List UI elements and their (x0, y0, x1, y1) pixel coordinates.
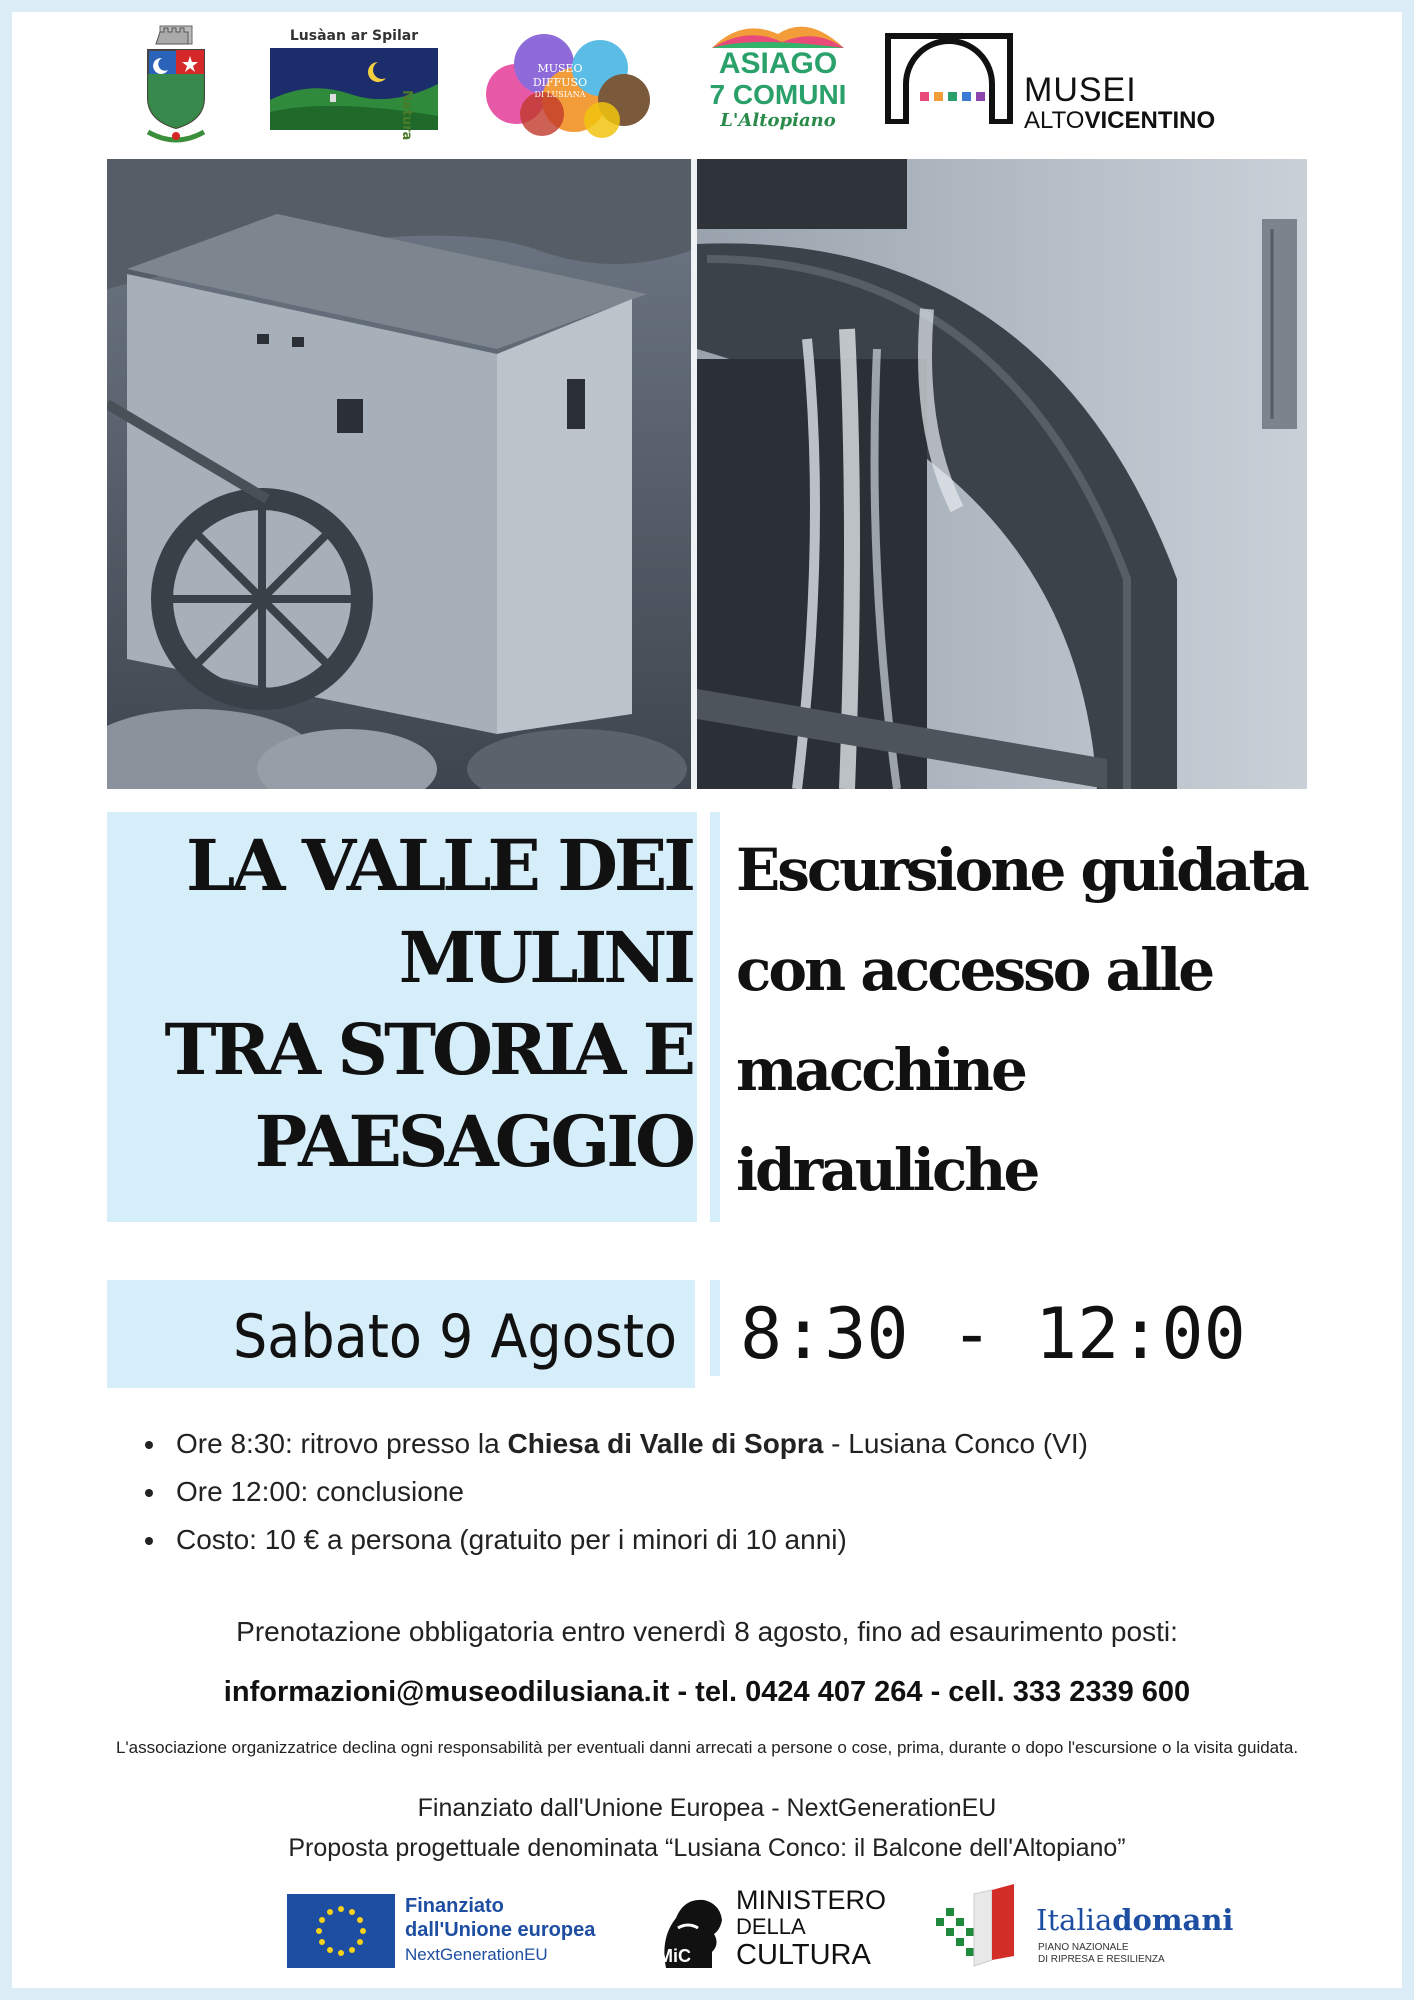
municipality-crest-logo (134, 24, 218, 148)
musei-logo-line1: MUSEI (1024, 71, 1137, 109)
musei-logo-vicentino: VICENTINO (1084, 107, 1216, 134)
event-title (122, 820, 692, 1188)
lusaan-ar-spilar-logo (270, 28, 454, 140)
italia-logo-sub2: DI RIPRESA E RESILIENZA (1038, 1954, 1165, 1965)
italia-logo-sub1: PIANO NAZIONALE (1038, 1942, 1129, 1953)
booking-notice: Prenotazione obbligatoria entro venerdì 8 agosto, fino ad esaurimento posti: (236, 1616, 1178, 1647)
musei-logo-line2 (1024, 108, 1215, 134)
eu-logo-line1: Finanziato (405, 1895, 504, 1917)
italia-logo-word-domani: domani (1112, 1903, 1234, 1937)
event-details-list (132, 1420, 1088, 1564)
title-line: PAESAGGIO (254, 1100, 692, 1183)
detail-meeting-text: Ore 8:30: ritrovo presso la (176, 1428, 508, 1459)
asiago-hills-icon (702, 18, 854, 48)
museo-logo-line2: DIFFUSO (532, 76, 588, 89)
museo-logo-line3: DI LUSIANA (534, 90, 586, 99)
title-line: TRA STORIA E (164, 1008, 692, 1091)
list-item: • Costo: 10 € a persona (gratuito per i minori di 10 anni) (168, 1516, 1088, 1564)
list-item: • Ore 12:00: conclusione (168, 1468, 1088, 1516)
asiago-logo-line3: L'Altopiano (720, 110, 836, 131)
musei-altovicentino-logo (884, 32, 1264, 132)
italia-flag-pixels-icon (930, 1884, 1030, 1974)
project-proposal-note: Proposta progettuale denominata “Lusiana Conco: il Balcone dell'Altopiano” (288, 1834, 1126, 1862)
event-time: 8:30 - 12:00 (740, 1293, 1246, 1375)
event-subtitle (736, 820, 1336, 1220)
poster (12, 12, 1402, 1988)
subtitle-line: Escursione guidata (736, 836, 1307, 904)
musei-arch-icon (884, 32, 1014, 124)
detail-meeting-place: Chiesa di Valle di Sopra (507, 1428, 824, 1459)
asiago-7-comuni-logo (702, 18, 854, 146)
subtitle-line: idrauliche (736, 1136, 1038, 1204)
subtitle-line: con accesso alle (736, 936, 1213, 1004)
eu-logo-line3: NextGenerationEU (405, 1945, 548, 1964)
subtitle-line: macchine (736, 1036, 1025, 1104)
museo-logo-line1: MUSEO (537, 62, 583, 75)
italia-logo-word-italia: Italia (1036, 1903, 1113, 1937)
eu-logo-line2: dall'Unione europea (405, 1919, 596, 1941)
mic-logo-mark: MiC (658, 1946, 691, 1966)
mic-logo-line2: DELLA (736, 1914, 806, 1939)
museo-diffuso-logo (482, 28, 660, 142)
list-item (168, 1420, 1088, 1468)
lusaan-logo-title: Lusàan ar Spilar (289, 28, 419, 44)
title-line: LA VALLE DEI (185, 824, 692, 907)
italia-domani-logo (930, 1884, 1234, 1974)
ministero-cultura-logo (652, 1884, 902, 1974)
funding-note: Finanziato dall'Unione Europea - NextGenerationEU (417, 1794, 997, 1822)
time-accent-bar (710, 1280, 720, 1376)
event-date: Sabato 9 Agosto (233, 1302, 677, 1372)
title-line: MULINI (398, 916, 692, 999)
mill-photograph (107, 159, 1307, 789)
mic-logo-line1: MINISTERO (736, 1885, 887, 1915)
eu-nextgeneration-logo (287, 1894, 627, 1968)
asiago-logo-line1: ASIAGO (718, 47, 838, 80)
musei-logo-alto: ALTO (1024, 107, 1085, 134)
mic-logo-line3: CULTURA (736, 1939, 871, 1971)
lusaan-logo-side-text: Natura (399, 90, 414, 141)
asiago-logo-line2: 7 COMUNI (709, 79, 847, 110)
liability-disclaimer: L'associazione organizzatrice declina ogni responsabilità per eventuali danni arrecati a persone o cose, prima, durante o dopo l'escursione o la visita guidata. (115, 1738, 1299, 1757)
contact-info: informazioni@museodilusiana.it - tel. 0424 407 264 - cell. 333 2339 600 (223, 1676, 1191, 1708)
eu-flag-icon (287, 1894, 395, 1968)
detail-meeting-location: - Lusiana Conco (VI) (823, 1428, 1088, 1459)
subtitle-accent-bar (710, 812, 720, 1222)
italia-logo-title (1036, 1904, 1233, 1936)
